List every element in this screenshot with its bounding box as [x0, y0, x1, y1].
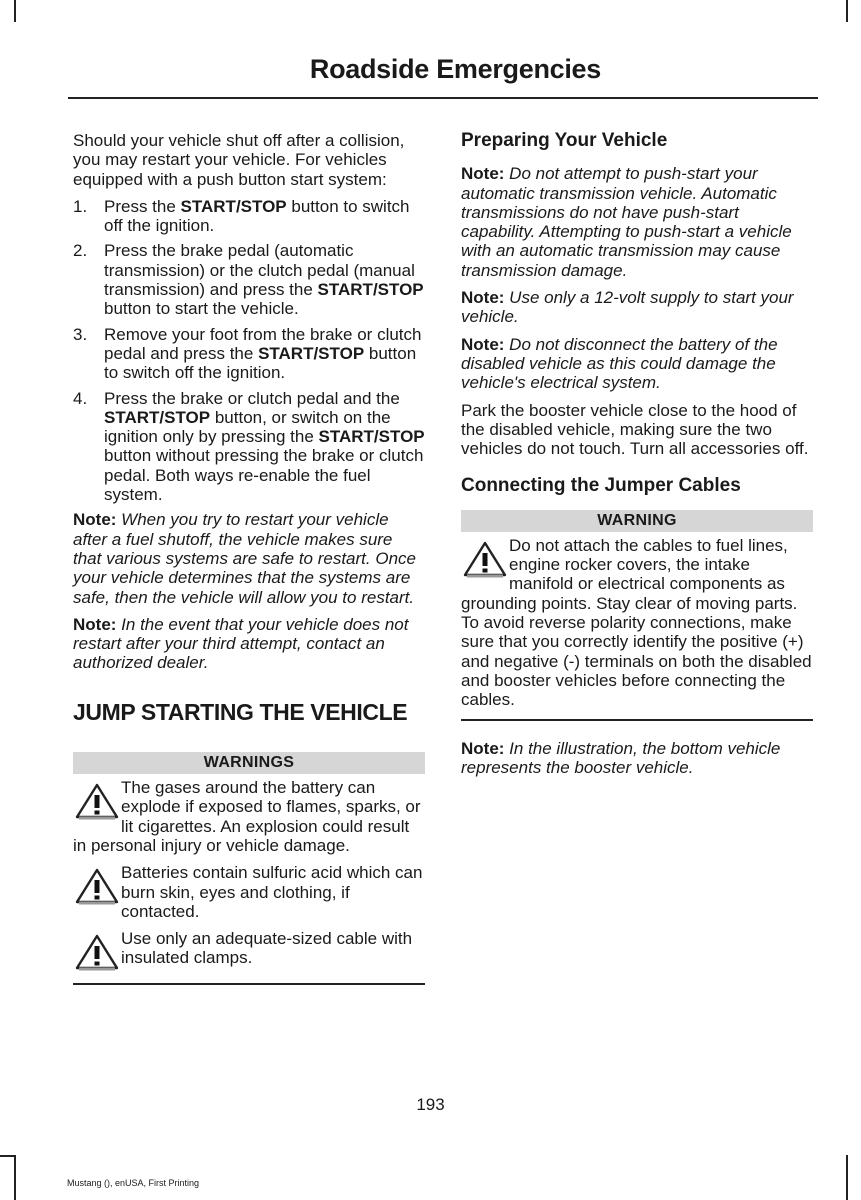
heading-preparing-vehicle: Preparing Your Vehicle — [461, 130, 668, 151]
note-dealer — [73, 615, 425, 673]
list-item — [73, 389, 425, 505]
note-fuel-shutoff — [73, 510, 425, 606]
crop-mark — [14, 1155, 16, 1200]
note-label: Note: — [461, 288, 505, 308]
warning-triangle-icon — [73, 782, 121, 822]
warning-triangle-icon — [73, 867, 121, 907]
restart-steps-list — [73, 197, 425, 504]
note-text: Do not disconnect the battery of the disabled vehicle as this could damage the vehicle's electrical system. — [461, 334, 778, 393]
note-label: Note: — [461, 164, 505, 184]
start-stop-keyword: START/STOP — [317, 280, 424, 300]
heading-jumper-cables: Connecting the Jumper Cables — [461, 475, 741, 497]
start-stop-keyword: START/STOP — [104, 407, 211, 427]
warning-text: Batteries contain sulfuric acid which can burn skin, eyes and clothing, if contacted. — [121, 863, 423, 921]
crop-mark — [846, 0, 848, 22]
list-item — [73, 197, 425, 236]
step-text: button, or switch on the ignition only by pressing the — [104, 407, 391, 447]
warning-item — [73, 778, 425, 855]
header-divider — [68, 97, 818, 99]
note-label: Note: — [461, 738, 505, 758]
step-text: button without pressing the brake or clutch pedal. Both ways re-enable the fuel system. — [104, 446, 424, 505]
step-text: button to switch off the ignition. — [104, 196, 410, 236]
warnings-divider — [73, 983, 425, 985]
page-title: Roadside Emergencies — [309, 54, 601, 84]
step-text: Remove your foot from the brake or clutch pedal and press the — [104, 324, 422, 363]
intro-paragraph: Should your vehicle shut off after a collision, you may restart your vehicle. For vehicles equipped with a push button start system: — [73, 131, 405, 189]
footer-text: Mustang (), enUSA, First Printing — [67, 1178, 200, 1188]
list-item — [73, 241, 425, 318]
warning-item — [73, 929, 425, 973]
page-number: 193 — [416, 1095, 445, 1114]
note-label: Note: — [73, 510, 117, 530]
warning-triangle-icon — [461, 540, 509, 580]
warning-item — [461, 536, 813, 710]
note-12-volt — [461, 288, 813, 327]
warnings-header: WARNINGS — [73, 752, 425, 774]
note-text: In the event that your vehicle does not restart after your third attempt, contact an authorized dealer. — [73, 614, 409, 673]
note-battery — [461, 335, 813, 393]
warning-text: Do not attach the cables to fuel lines, engine rocker covers, the intake manifold or electrical components as grounding points. Stay clear of moving parts. To avoid reverse polarity connections, make sure that you correctly identify the positive (+) and negative (-) terminals on both the disabled and booster vehicles before connecting the cables. — [461, 535, 812, 710]
warning-header: WARNING — [461, 510, 813, 532]
step-number: 2. — [73, 241, 88, 261]
park-paragraph: Park the booster vehicle close to the hood of the disabled vehicle, making sure the two vehicles do not touch. Turn all accessories off. — [461, 400, 809, 459]
step-text: button to start the vehicle. — [104, 299, 299, 319]
step-text: button to switch off the ignition. — [104, 343, 417, 383]
crop-mark — [14, 0, 16, 22]
right-column — [461, 131, 813, 786]
left-column — [73, 131, 425, 1003]
note-text: Use only a 12-volt supply to start your vehicle. — [461, 288, 794, 327]
section-title: JUMP STARTING THE VEHICLE — [73, 698, 408, 725]
step-number: 3. — [73, 324, 88, 344]
step-text: Press the — [104, 196, 181, 216]
step-number: 4. — [73, 388, 88, 408]
warning-triangle-icon — [73, 933, 121, 973]
start-stop-keyword: START/STOP — [180, 196, 287, 216]
warning-text: Use only an adequate-sized cable with insulated clamps. — [121, 929, 413, 968]
note-illustration — [461, 739, 813, 778]
step-text: Press the brake or clutch pedal and the — [104, 388, 400, 408]
warning-divider — [461, 719, 813, 721]
crop-mark — [846, 1155, 848, 1200]
step-number: 1. — [73, 196, 88, 216]
note-push-start — [461, 164, 813, 280]
list-item — [73, 325, 425, 383]
start-stop-keyword: START/STOP — [318, 427, 425, 447]
warning-text: The gases around the battery can explode if exposed to flames, sparks, or lit cigarettes. An explosion could result in personal injury or vehicle damage. — [73, 778, 421, 855]
start-stop-keyword: START/STOP — [258, 343, 365, 363]
note-text: Do not attempt to push-start your automatic transmission vehicle. Automatic transmissions do not have push-start capability. Attempting to push-start a vehicle with an automatic transmission may cause transmission damage. — [461, 164, 792, 280]
step-text: Press the brake pedal (automatic transmission) or the clutch pedal (manual transmission) and press the — [104, 241, 415, 300]
note-text: In the illustration, the bottom vehicle represents the booster vehicle. — [461, 738, 781, 778]
note-text: When you try to restart your vehicle after a fuel shutoff, the vehicle makes sure that various systems are safe to restart. Once your vehicle determines that the systems are safe, then the vehicle will allow you to restart. — [73, 510, 416, 607]
note-label: Note: — [73, 614, 117, 634]
crop-mark — [0, 1155, 14, 1157]
warning-item — [73, 863, 425, 921]
note-label: Note: — [461, 334, 505, 354]
